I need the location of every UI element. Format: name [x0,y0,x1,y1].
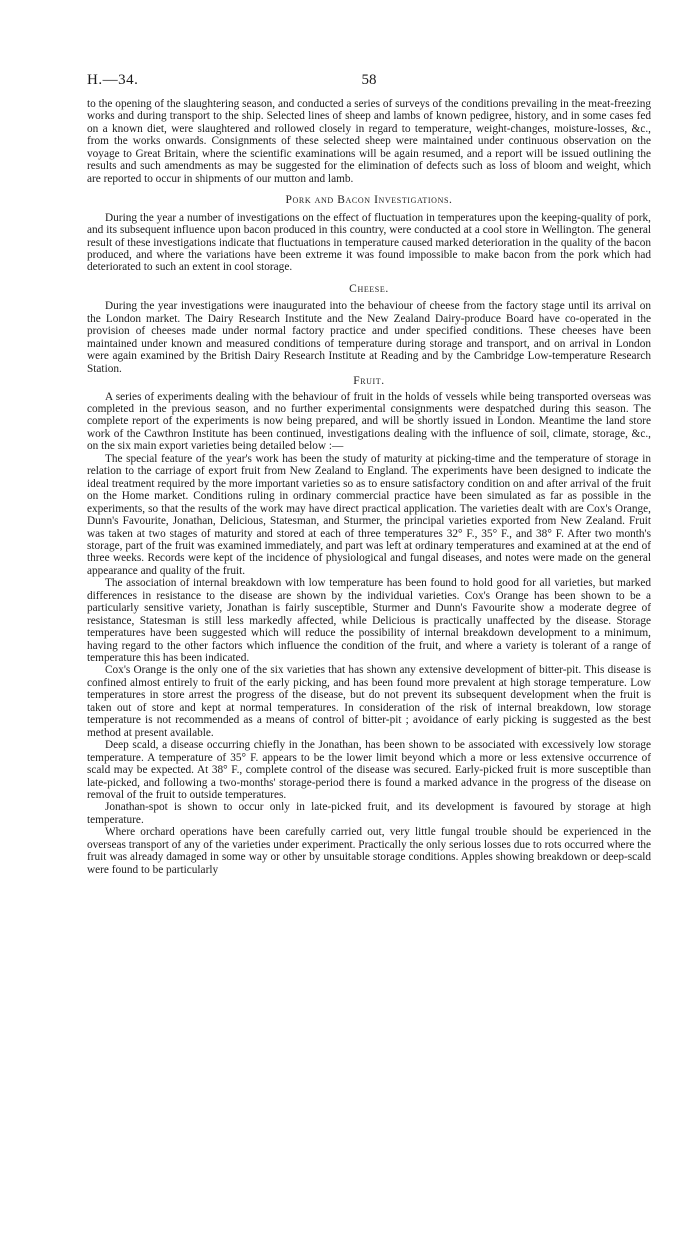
continued-paragraph: to the opening of the slaughtering season, and conducted a series of surveys of the conditions prevailing in the meat-freezing works and during transport to the ship. Selected lines of sheep and lambs of known pedigree, history, and in some cases fed on a known diet, were slaughtered and rollowed closely in regard to temperature, weight-changes, moisture-losses, &c., from the works onwards. Consignments of these selected sheep were maintained under continuous observation on the voyage to Great Britain, where the scientific examinations will be again resumed, and a report will be issued outlining the results and such amendments as may be suggested for the elimination of defects such as loss of bloom and weight, which are reported to occur in shipments of our mutton and lamb. [87,98,651,185]
fruit-paragraph-3: The association of internal breakdown with low temperature has been found to hold good for all varieties, but marked differences in resistance to the disease are shown by the individual varieties. Cox's Orange has been shown to be a particularly sensitive variety, Jonathan is fairly susceptible, Sturmer and Dunn's Favourite show a moderate degree of resistance, Statesman is still less markedly affected, while Delicious is practically unaffected by the disease. Storage temperatures have been suggested which will reduce the possibility of internal breakdown development to a minimum, having regard to the other factors which influence the condition of the fruit, and where a variety is tolerant of a range of temperature this has been indicated. [87,577,651,665]
section-heading-pork-bacon: Pork and Bacon Investigations. [285,194,453,207]
page-header [87,72,651,98]
document-body [87,98,651,876]
cheese-paragraph-1: During the year investigations were inaugurated into the behaviour of cheese from the factory stage until its arrival on the London market. The Dairy Research Institute and the New Zealand Dairy-produce Board have co-operated in the provision of cheeses made under normal factory practice and under specified conditions. These cheeses have been maintained under known and measured conditions of temperature during storage and transport, and on arrival in London were again examined by the British Dairy Research Institute at Reading and by the Cambridge Low-temperature Research Station. [87,300,651,375]
document-page [0,72,700,1245]
fruit-paragraph-7: Where orchard operations have been carefully carried out, very little fungal trouble should be experienced in the overseas transport of any of the varieties under experiment. Practically the only serious losses due to rots occurred where the fruit was already damaged in some way or other by unsuitable storage conditions. Apples showing breakdown or deep-scald were found to be particularly [87,826,651,876]
fruit-paragraph-5: Deep scald, a disease occurring chiefly in the Jonathan, has been shown to be associated with excessively low storage temperature. A temperature of 35° F. appears to be the lower limit beyond which a more or less extensive occurrence of scald may be expected. At 38° F., complete control of the disease was secured. Early-picked fruit is more susceptible than late-picked, and following a two-months' storage-period there is found a marked advance in the progress of the disease on removal of the fruit to outside temperatures. [87,739,651,802]
section-heading-cheese: Cheese. [349,282,389,295]
pork-paragraph-1: During the year a number of investigations on the effect of fluctuation in temperatures upon the keeping-quality of pork, and its subsequent influence upon bacon produced in this country, were conducted at a cool store in Wellington. The general result of these investigations indicate that fluctuations in temperature caused marked deterioration in the quality of the bacon produced, and where the variations have been extreme it was found impossible to make bacon from the pork which had deteriorated to such an extent in cool storage. [87,211,651,274]
section-heading-fruit: Fruit. [353,375,385,388]
fruit-paragraph-6: Jonathan-spot is shown to occur only in late-picked fruit, and its development is favoured by storage at high temperature. [87,801,651,826]
page-number: 58 [361,72,377,88]
report-reference: H.—34. [87,72,139,88]
fruit-paragraph-1: A series of experiments dealing with the behaviour of fruit in the holds of vessels while being transported overseas was completed in the previous season, and no further experimental consignments were despatched during this season. The complete report of the experiments is now being prepared, and will be shortly issued in London. Meantime the land store work of the Cawthron Institute has been continued, investigations dealing with the influence of soil, climate, storage, &c., on the six main export varieties being detailed below :— [87,390,651,453]
fruit-paragraph-4: Cox's Orange is the only one of the six varieties that has shown any extensive development of bitter-pit. This disease is confined almost entirely to fruit of the early picking, and has been found more prevalent at high storage temperature. Low temperatures in store arrest the progress of the disease, but do not prevent its subsequent development when the fruit is taken out of store and kept at normal temperatures. In consideration of the risk of internal breakdown, low storage temperature is not recommended as a means of control of bitter-pit ; avoidance of early picking is suggested as the best method at present available. [87,664,651,739]
fruit-paragraph-2: The special feature of the year's work has been the study of maturity at picking-time and the temperature of storage in relation to the carriage of export fruit from New Zealand to England. The experiments have been designed to indicate the ideal treatment required by the more important varieties so as to ensure satisfactory condition on and after arrival of the fruit on the Home market. Conditions ruling in ordinary commercial practice have been simulated as far as possible in the experiments, so that the results of the work may have direct practical application. The varieties dealt with are Cox's Orange, Dunn's Favourite, Jonathan, Delicious, Statesman, and Sturmer, the principal varieties exported from New Zealand. Fruit was taken at two stages of maturity and stored at each of three temperatures 32° F., 35° F., and 38° F. After two month's storage, part of the fruit was examined immediately, and part was left at ordinary temperatures and examined at at the end of three weeks. Records were kept of the incidence of physiological and fungal diseases, and notes were made on the general appearance and quality of the fruit. [87,452,651,577]
